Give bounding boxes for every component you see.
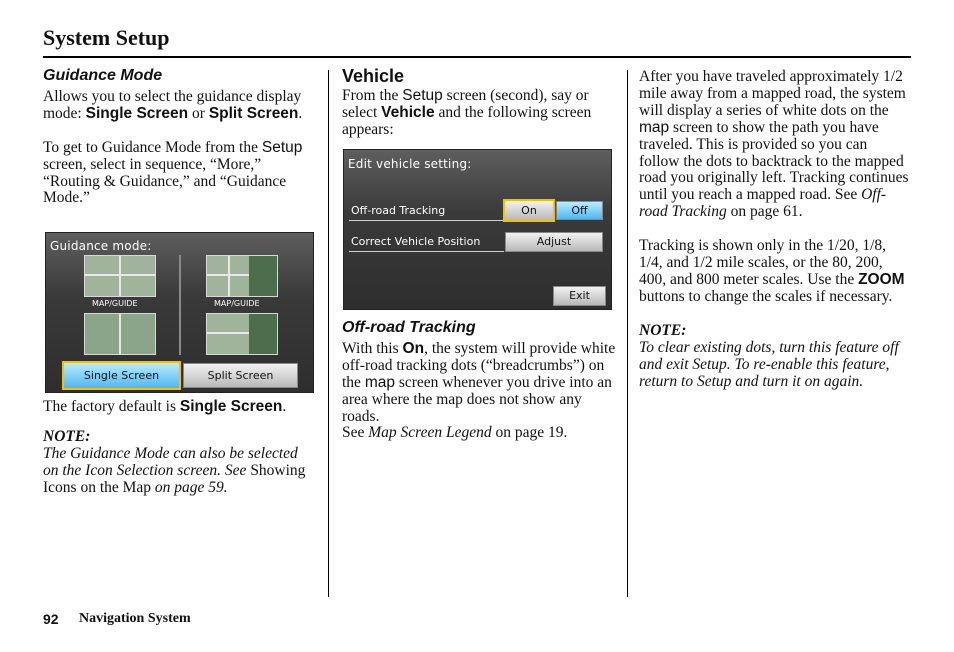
vehicle-heading: Vehicle: [342, 66, 405, 86]
vehicle-term: Vehicle: [381, 103, 435, 121]
split-guide-thumbnail: [206, 313, 278, 355]
split-map-thumbnail: [206, 255, 278, 297]
edit-vehicle-screen: [343, 149, 612, 310]
text-span: After you have traveled approximately 1/2 mile away from a mapped road, the system will display a series of white dots on the: [639, 68, 906, 119]
split-screen-button[interactable]: Split Screen: [183, 363, 298, 388]
vehicle-intro: [342, 88, 614, 139]
adjust-button[interactable]: Adjust: [505, 232, 603, 252]
single-map-thumbnail: [84, 255, 156, 297]
split-screen-term: Split Screen: [208, 104, 299, 122]
footer-title: Navigation System: [79, 611, 191, 626]
text-span: .: [298, 104, 303, 122]
zoom-term: ZOOM: [858, 270, 905, 288]
factory-default-text: [43, 399, 315, 416]
single-screen-term: Single Screen: [85, 104, 189, 122]
single-guide-thumbnail: [84, 313, 156, 355]
off-road-tracking-label: Off-road Tracking: [351, 204, 446, 217]
single-screen-button[interactable]: Single Screen: [62, 361, 181, 390]
tracking-note: To clear existing dots, turn this feature off and exit Setup. To re-enable this feature, return to Setup and turn it on again.: [639, 338, 899, 390]
title-rule: [43, 56, 911, 58]
text-span: With this: [342, 339, 403, 357]
column-divider-1: [328, 70, 329, 597]
note-label: NOTE:: [639, 321, 687, 339]
text-span: Allows you to select the guidance display mode:: [43, 87, 302, 122]
text-span: See: [224, 461, 247, 479]
column-2-lower: [342, 320, 617, 442]
text-span: Showing Icons on the Map: [43, 461, 306, 496]
column-1-lower: [43, 399, 315, 497]
guidance-mode-heading: Guidance Mode: [43, 67, 163, 84]
text-span: screen, select in sequence, “More,” “Routing & Guidance,” and “Guidance Mode.”: [43, 155, 287, 207]
map-term: map: [639, 118, 670, 136]
correct-vehicle-position-label: Correct Vehicle Position: [351, 235, 481, 248]
tracking-scales: [639, 238, 911, 306]
tracking-description: [639, 69, 911, 221]
column-3: [639, 69, 911, 390]
off-road-tracking-text: [342, 341, 617, 442]
map-term: map: [364, 373, 395, 391]
setup-term: Setup: [261, 138, 303, 156]
guidance-mode-intro: [43, 89, 315, 123]
single-screen-term: Single Screen: [179, 398, 283, 415]
text-span: on page 19.: [491, 424, 568, 442]
guidance-note: [43, 446, 315, 497]
text-span: screen (second), say or select: [342, 86, 589, 121]
text-span: The Guidance Mode can also be selected on the Icon Selection screen.: [43, 444, 298, 479]
text-span: or: [188, 104, 209, 122]
off-road-off-button[interactable]: Off: [556, 201, 603, 220]
text-span: , the system will provide white off-road tracking dots (“breadcrumbs”) on the: [342, 339, 616, 391]
text-span: Tracking is shown only in the 1/20, 1/8, 1/4, and 1/2 mile scales, or the 80, 200, 400, and 800 meter scales. Use the: [639, 237, 887, 288]
on-term: On: [402, 339, 425, 357]
page-title: System Setup: [43, 25, 170, 50]
left-map-guide-caption: MAP/GUIDE: [92, 299, 138, 308]
off-road-tracking-ref: Off-road Tracking: [639, 186, 887, 221]
text-span: screen whenever you drive into an area where the map does not show any roads.: [342, 373, 612, 425]
guidance-mode-screen: [45, 232, 314, 393]
text-span: .: [282, 398, 287, 415]
text-span: See: [342, 424, 369, 442]
note-label: NOTE:: [43, 427, 91, 445]
off-road-tracking-heading: Off-road Tracking: [342, 319, 476, 336]
exit-button[interactable]: Exit: [553, 286, 606, 306]
vehicle-screen-title: Edit vehicle setting:: [348, 157, 472, 171]
text-span: screen to show the path you have traveled. This is provided so you can follow the dots to backtrack to the mapped road you originally left. Tracking continues until you reach a mapped road. See: [639, 118, 909, 204]
right-map-guide-caption: MAP/GUIDE: [214, 299, 260, 308]
text-span: To get to Guidance Mode from the: [43, 138, 262, 156]
text-span: From the: [342, 86, 403, 104]
guidance-screen-title: Guidance mode:: [50, 239, 152, 253]
guidance-mode-steps: [43, 140, 315, 208]
text-span: The factory default is: [43, 398, 180, 415]
column-1: [43, 68, 315, 207]
setup-term: Setup: [402, 86, 443, 104]
text-span: and the following screen appears:: [342, 103, 592, 138]
row-underline: [349, 220, 504, 221]
row-underline: [349, 251, 504, 252]
text-span: on page 61.: [726, 203, 803, 221]
screen-divider: [179, 255, 181, 355]
text-span: on page 59.: [154, 478, 228, 496]
map-screen-legend-ref: Map Screen Legend: [368, 424, 492, 442]
page-number: 92: [43, 611, 59, 627]
text-span: buttons to change the scales if necessary.: [639, 287, 893, 305]
column-2: [342, 68, 614, 139]
off-road-on-button[interactable]: On: [503, 199, 555, 222]
column-divider-2: [627, 70, 628, 597]
